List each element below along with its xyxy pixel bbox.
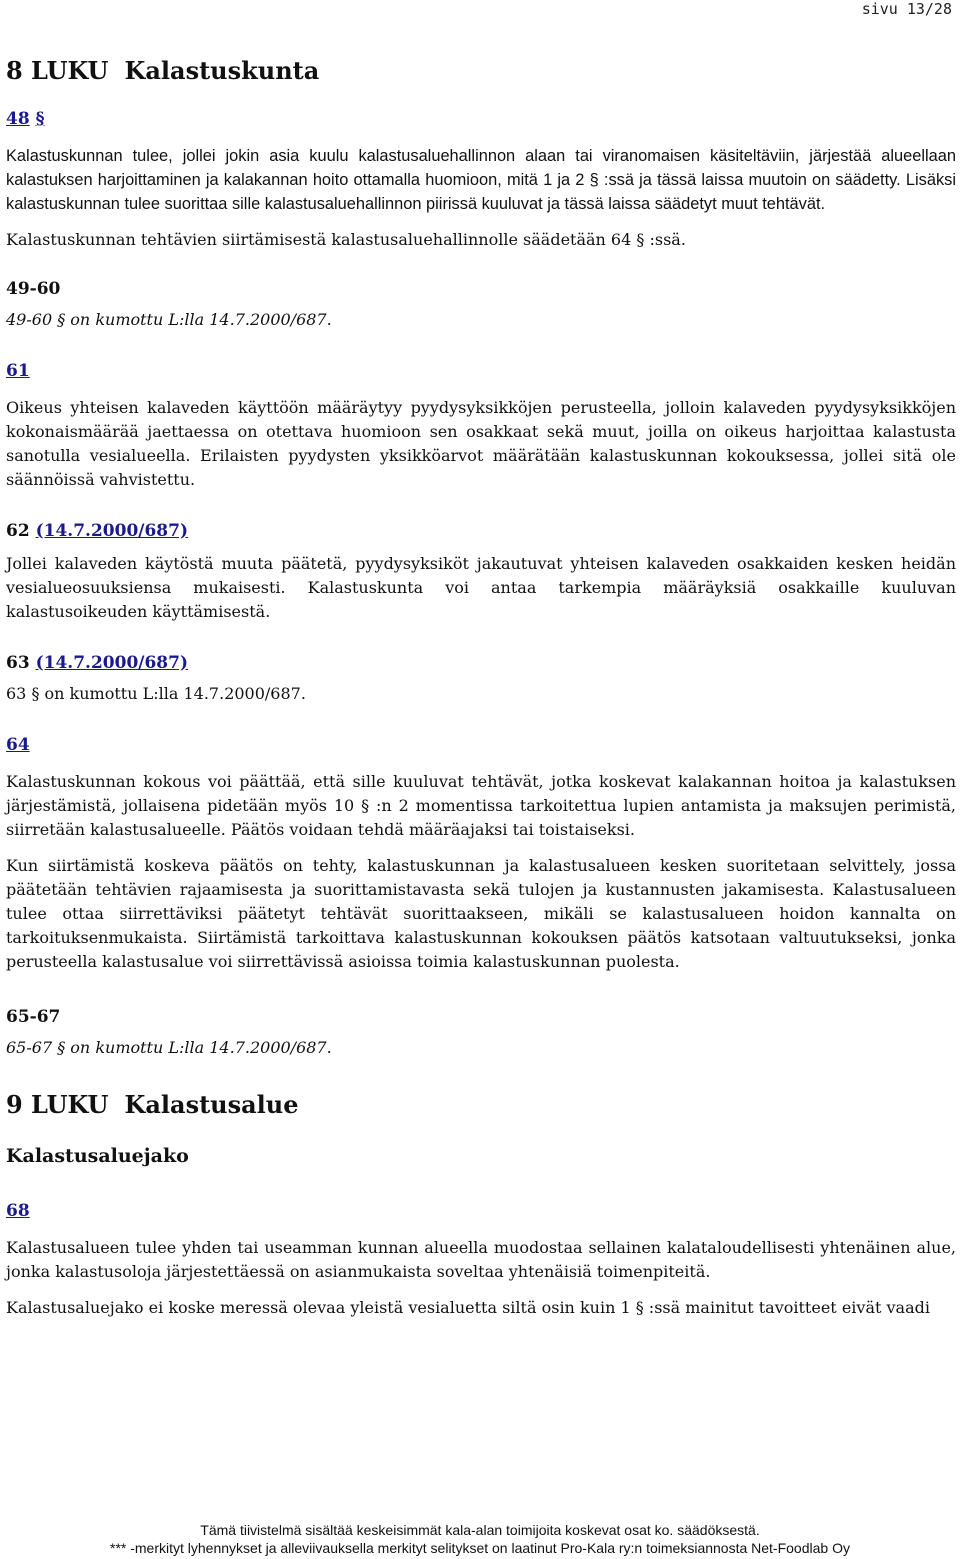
subheading-kalastusaluejako: Kalastusaluejako: [6, 1145, 189, 1167]
section-48-heading[interactable]: [6, 106, 956, 132]
chapter-number: 9 LUKU: [6, 1090, 109, 1119]
document-content: [6, 54, 956, 1320]
section-48-text-b: Lisäksi kalastuskunnan tulee suorittaa sille kalastusaluehallinnon piirissä kuuluvat ja tässä laissa säädetyt muut tehtävät.: [6, 171, 956, 213]
section-64-paragraph-2: Kun siirtämistä koskeva päätös on tehty, kalastuskunnan ja kalastusalueen kesken suoritetaan selvittely, jossa päätetään tehtävien rajaamisesta ja suorittamistavasta sekä tulojen ja kustannusten jakamisesta. Kalastusalueen tulee ottaa siirrettäviksi päätetyt tehtävät suorittaakseen, mikäli se kalastusalueen hoidon kannalta on tarkoituksenmukaista. Siirtämistä tarkoittava kalastuskunnan kokouksen päätös katsotaan valtuutukseksi, jonka perusteella kalastusalue voi siirrettävissä asioissa toimia kalastuskunnan puolesta.: [6, 856, 956, 971]
section-61-heading[interactable]: [6, 358, 956, 384]
section-63-heading: [6, 650, 956, 676]
section-64-paragraph-1: Kalastuskunnan kokous voi päättää, että sille kuuluvat tehtävät, jotka koskevat kalakannan hoitoa ja kalastuksen järjestämistä, jollaisena pidetään myös 10 § :n 2 momentissa tarkoitettua lupien antamista ja maksujen perimistä, siirretään kalastusalueelle. Päätös voidaan tehdä määräajaksi tai toistaiseksi.: [6, 772, 956, 839]
section-62-heading: [6, 518, 956, 544]
chapter-number: 8 LUKU: [6, 56, 109, 85]
section-sign[interactable]: §: [35, 109, 45, 129]
section-64-link[interactable]: 64: [6, 735, 30, 755]
section-62-ref-link[interactable]: (14.7.2000/687): [35, 521, 189, 541]
section-63-number: 63: [6, 653, 30, 673]
section-48-text-a: Kalastuskunnan tulee, jollei jokin asia kuulu kalastusaluehallinnon alaan tai viranomaisen käsiteltäviin, järjestää alueellaan kalastuksen harjoittaminen ja kalakannan hoito ottamalla huomioon, mitä 1 ja 2 § :ssä ja tässä laissa muutoin on säädetty.: [6, 147, 956, 189]
section-68-paragraph-1: Kalastusalueen tulee yhden tai useamman kunnan alueella muodostaa sellainen kalataloudellisesti yhtenäinen alue, jonka kalastusoloja järjestettäessä on asianmukaista soveltaa yhtenäisiä toimenpiteitä.: [6, 1238, 956, 1281]
section-65-67-note: 65-67 § on kumottu L:lla 14.7.2000/687.: [6, 1038, 332, 1057]
section-61-paragraph: Oikeus yhteisen kalaveden käyttöön määräytyy pyydysyksikköjen perusteella, jolloin kalaveden pyydysyksikköjen kokonaismäärää jaettaessa on otettava huomioon sen osakkaat sekä muut, joilla on oikeus harjoittaa kalastusta sanotulla vesialueella. Erilaisten pyydysten yksikköarvot määrätään kalastuskunnan kokouksessa, jollei sitä ole säännöissä vahvistettu.: [6, 398, 956, 489]
section-65-67-heading: [6, 1004, 956, 1030]
footer-line-1: Tämä tiivistelmä sisältää keskeisimmät kala-alan toimijoita koskevat osat ko. säädöksestä.: [200, 1522, 760, 1538]
section-68-link[interactable]: 68: [6, 1201, 30, 1221]
section-62-paragraph: Jollei kalaveden käytöstä muuta päätetä, pyydysyksiköt jakautuvat yhteisen kalaveden osakkaiden kesken heidän vesialueosuuksiensa mukaisesti. Kalastuskunta voi antaa tarkempia määräyksiä osakkaille kuuluvan kalastusoikeuden käyttämisestä.: [6, 554, 956, 621]
chapter-title: Kalastuskunta: [124, 56, 320, 85]
section-48-paragraph-1: [6, 144, 956, 216]
section-49-60-heading: [6, 276, 956, 302]
chapter-9-heading: [6, 1088, 956, 1122]
section-62-number: 62: [6, 521, 30, 541]
section-68-heading[interactable]: [6, 1198, 956, 1224]
section-49-60-number: 49-60: [6, 279, 61, 299]
section-48-paragraph-2: Kalastuskunnan tehtävien siirtämisestä kalastusaluehallinnolle säädetään 64 § :ssä.: [6, 230, 686, 249]
section-49-60-note: 49-60 § on kumottu L:lla 14.7.2000/687.: [6, 310, 332, 329]
footer-line-2: *** -merkityt lyhennykset ja alleviivauksella merkityt selitykset on laatinut Pro-Kala ry:n toimeksiannosta Net-Foodlab Oy: [110, 1540, 850, 1556]
chapter-title: Kalastusalue: [124, 1090, 299, 1119]
section-61-link[interactable]: 61: [6, 361, 30, 381]
section-63-ref-link[interactable]: (14.7.2000/687): [35, 653, 189, 673]
section-48-link[interactable]: 48: [6, 109, 30, 129]
page-number: sivu 13/28: [861, 0, 952, 18]
section-64-heading[interactable]: [6, 732, 956, 758]
section-68-paragraph-2: Kalastusaluejako ei koske meressä olevaa yleistä vesialuetta siltä osin kuin 1 § :ssä mainitut tavoitteet eivät vaadi: [6, 1298, 930, 1317]
section-63-note: 63 § on kumottu L:lla 14.7.2000/687.: [6, 684, 306, 703]
chapter-8-heading: [6, 54, 956, 88]
section-65-67-number: 65-67: [6, 1007, 61, 1027]
